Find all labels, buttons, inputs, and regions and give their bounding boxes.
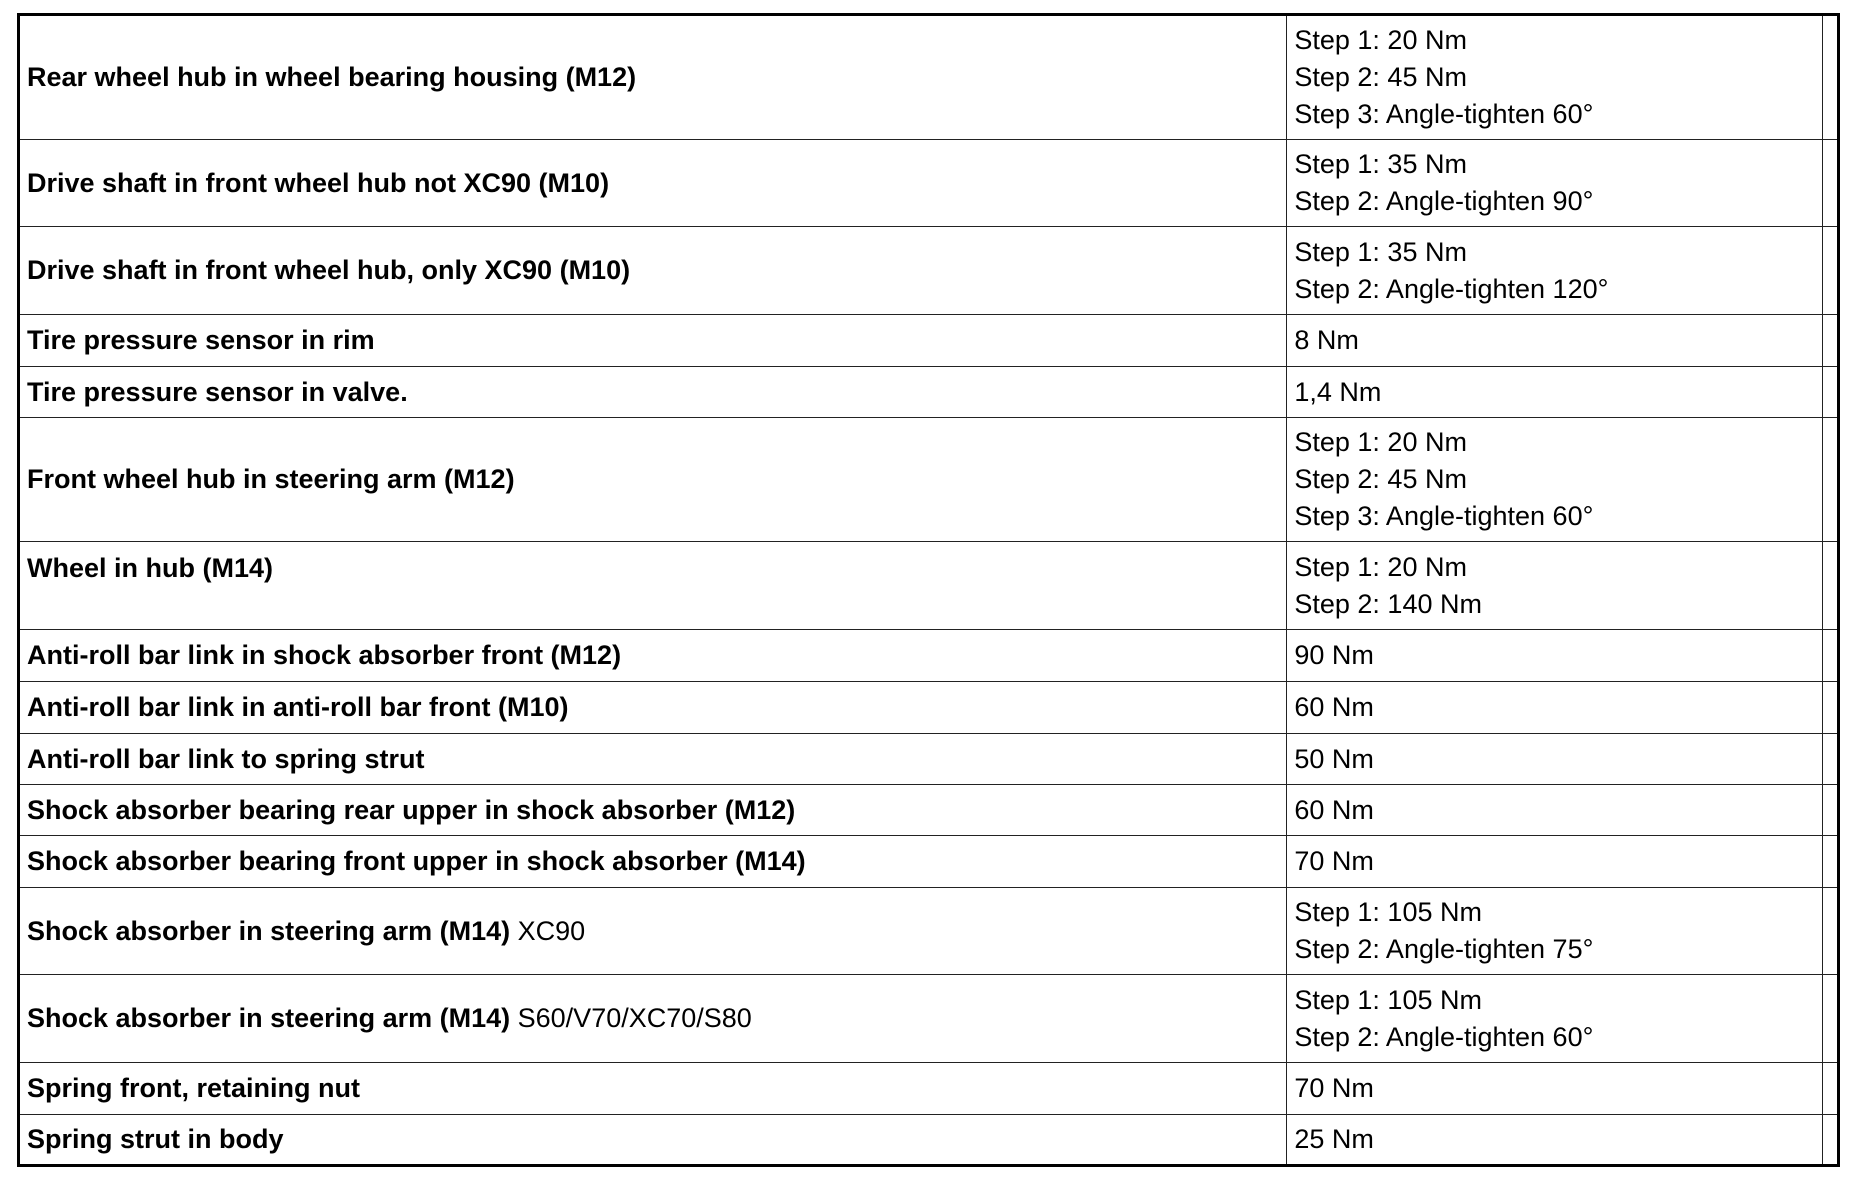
blank-cell [1822, 682, 1838, 734]
torque-cell [1287, 1063, 1823, 1115]
torque-cell [1287, 734, 1823, 785]
torque-cell [1287, 975, 1823, 1063]
component-cell [19, 1115, 1287, 1166]
blank-cell [1822, 785, 1838, 836]
torque-cell [1287, 630, 1823, 682]
torque-value: 70 Nm [1294, 846, 1374, 876]
table-row [19, 542, 1839, 630]
component-label: Drive shaft in front wheel hub not XC90 (M10) [27, 167, 610, 198]
torque-cell [1287, 315, 1823, 367]
component-cell [19, 682, 1287, 734]
torque-value: Step 2: Angle-tighten 90° [1294, 186, 1594, 216]
torque-value: 60 Nm [1294, 692, 1374, 722]
component-label: Rear wheel hub in wheel bearing housing (M12) [27, 62, 637, 92]
torque-value: 50 Nm [1294, 743, 1374, 774]
component-cell [19, 140, 1287, 227]
table-row [19, 734, 1839, 785]
torque-cell [1287, 418, 1823, 542]
torque-cell [1287, 227, 1823, 315]
torque-cell [1287, 682, 1823, 734]
torque-value: Step 1: 35 Nm [1294, 236, 1467, 267]
torque-value: 1,4 Nm [1294, 376, 1382, 407]
component-label: Tire pressure sensor in valve. [27, 376, 408, 407]
torque-value: 60 Nm [1294, 794, 1374, 825]
torque-cell [1287, 542, 1823, 630]
model-suffix: XC90 [510, 915, 586, 946]
component-label: Front wheel hub in steering arm (M12) [27, 464, 515, 494]
component-label: Anti-roll bar link in anti-roll bar front (M10) [27, 692, 569, 722]
table-row [19, 630, 1839, 682]
torque-value: Step 1: 105 Nm [1294, 984, 1482, 1015]
table-row [19, 367, 1839, 418]
torque-value: 25 Nm [1294, 1124, 1374, 1154]
blank-cell [1822, 1115, 1838, 1166]
component-label: Wheel in hub (M14) [27, 553, 273, 583]
torque-value: Step 1: 20 Nm [1294, 427, 1467, 457]
table-row [19, 418, 1839, 542]
torque-value: 90 Nm [1294, 640, 1374, 670]
torque-value: Step 1: 20 Nm [1294, 25, 1467, 55]
torque-value: Step 2: 140 Nm [1294, 588, 1482, 619]
table-row [19, 785, 1839, 836]
torque-cell [1287, 140, 1823, 227]
blank-cell [1822, 418, 1838, 542]
component-cell [19, 418, 1287, 542]
torque-value: Step 3: Angle-tighten 60° [1294, 99, 1594, 129]
blank-cell [1822, 975, 1838, 1063]
component-label: Shock absorber in steering arm (M14) [27, 1003, 511, 1033]
torque-value: Step 1: 105 Nm [1294, 897, 1482, 927]
torque-cell [1287, 15, 1823, 140]
torque-cell [1287, 1115, 1823, 1166]
component-cell [19, 975, 1287, 1063]
table-row [19, 682, 1839, 734]
torque-value: Step 2: Angle-tighten 60° [1294, 1021, 1594, 1052]
blank-cell [1822, 542, 1838, 630]
blank-cell [1822, 1063, 1838, 1115]
component-label: Shock absorber in steering arm (M14) [27, 915, 511, 946]
component-cell [19, 1063, 1287, 1115]
component-label: Drive shaft in front wheel hub, only XC90 (M10) [27, 255, 631, 285]
blank-cell [1822, 315, 1838, 367]
table-row [19, 227, 1839, 315]
component-label: Shock absorber bearing front upper in shock absorber (M14) [27, 846, 806, 876]
torque-value: Step 1: 35 Nm [1294, 149, 1467, 179]
torque-table [17, 13, 1840, 1167]
torque-cell [1287, 888, 1823, 975]
component-label: Shock absorber bearing rear upper in shock absorber (M12) [27, 794, 796, 825]
torque-value: Step 2: 45 Nm [1294, 464, 1467, 494]
component-cell [19, 888, 1287, 975]
component-cell [19, 227, 1287, 315]
blank-cell [1822, 734, 1838, 785]
torque-value: Step 1: 20 Nm [1294, 551, 1467, 582]
table-row [19, 315, 1839, 367]
blank-cell [1822, 836, 1838, 888]
table-row [19, 975, 1839, 1063]
torque-cell [1287, 836, 1823, 888]
torque-table-body [19, 15, 1839, 1166]
component-label: Spring strut in body [27, 1124, 284, 1154]
blank-cell [1822, 227, 1838, 315]
component-label: Spring front, retaining nut [27, 1073, 360, 1103]
component-cell [19, 15, 1287, 140]
component-label: Anti-roll bar link to spring strut [27, 743, 425, 774]
table-row [19, 888, 1839, 975]
component-cell [19, 630, 1287, 682]
torque-cell [1287, 367, 1823, 418]
component-label: Anti-roll bar link in shock absorber front (M12) [27, 640, 622, 670]
component-cell [19, 836, 1287, 888]
table-row [19, 836, 1839, 888]
torque-value: Step 2: Angle-tighten 120° [1294, 273, 1609, 304]
table-row [19, 15, 1839, 140]
torque-cell [1287, 785, 1823, 836]
component-cell [19, 367, 1287, 418]
component-cell [19, 734, 1287, 785]
table-row [19, 1063, 1839, 1115]
torque-value: Step 2: 45 Nm [1294, 62, 1467, 92]
torque-value: 8 Nm [1294, 325, 1359, 355]
torque-value: 70 Nm [1294, 1073, 1374, 1103]
table-row [19, 140, 1839, 227]
model-suffix: S60/V70/XC70/S80 [510, 1003, 752, 1033]
blank-cell [1822, 140, 1838, 227]
blank-cell [1822, 15, 1838, 140]
blank-cell [1822, 888, 1838, 975]
blank-cell [1822, 367, 1838, 418]
torque-value: Step 2: Angle-tighten 75° [1294, 934, 1594, 964]
component-label: Tire pressure sensor in rim [27, 325, 375, 355]
component-cell [19, 315, 1287, 367]
blank-cell [1822, 630, 1838, 682]
component-cell [19, 542, 1287, 630]
torque-value: Step 3: Angle-tighten 60° [1294, 501, 1594, 531]
table-row [19, 1115, 1839, 1166]
component-cell [19, 785, 1287, 836]
